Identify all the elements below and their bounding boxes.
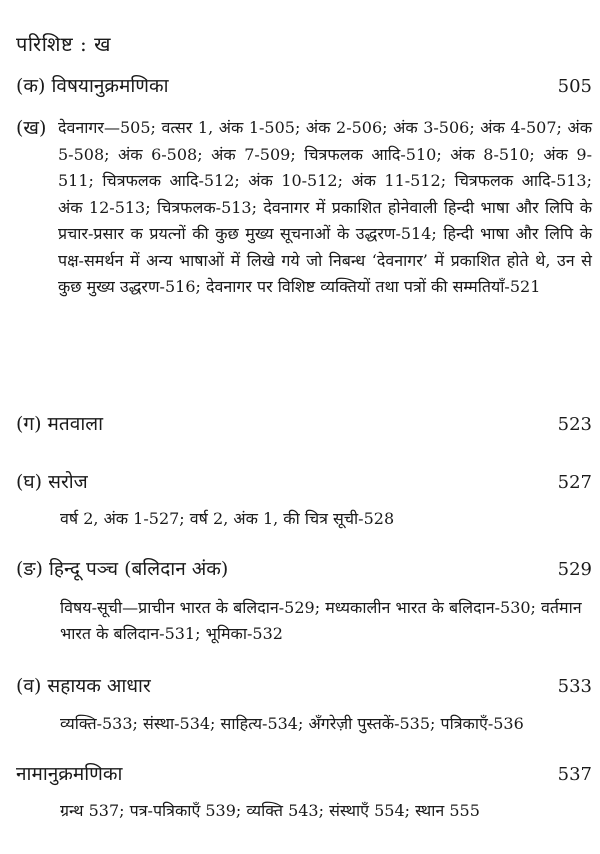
toc-entry-ga: [16, 410, 592, 436]
toc-entry-label: (क) विषयानुक्रमणिका: [16, 75, 169, 97]
toc-page-number: 527: [557, 472, 592, 493]
toc-page-number: 537: [557, 764, 592, 785]
toc-entry-label: (ग) मतवाला: [16, 413, 104, 435]
toc-entry-label: नामानुक्रमणिका: [16, 763, 123, 785]
toc-entry-detail: व्यक्ति-533; संस्था-534; साहित्य-534; अँगरेज़ी पुस्तकें-535; पत्रिकाएँ-536: [60, 714, 524, 733]
toc-entry-name-index: [16, 760, 592, 786]
toc-entry-gha: [16, 468, 592, 494]
toc-page-number: 529: [557, 559, 592, 580]
toc-page-number: 505: [557, 76, 592, 97]
toc-entry-label: (घ) सरोज: [16, 471, 88, 493]
toc-entry-nga: [16, 555, 592, 581]
toc-entry-detail-text: विषय-सूची—प्राचीन भारत के बलिदान-529; मध्यकालीन भारत के बलिदान-530; वर्तमान भारत के बलिदान-531; भूमिका-532: [60, 598, 582, 643]
appendix-heading: परिशिष्ट : ख: [16, 32, 111, 56]
toc-entry-label: (व) सहायक आधार: [16, 675, 151, 697]
toc-entry-ka: [16, 72, 592, 98]
toc-entry-detail: वर्ष 2, अंक 1-527; वर्ष 2, अंक 1, की चित्र सूची-528: [60, 509, 395, 528]
toc-entry-label: (ङ) हिन्दू पञ्च (बलिदान अंक): [16, 558, 229, 580]
toc-page-number: 523: [557, 414, 592, 435]
toc-entry-marker: (ख): [16, 117, 47, 139]
toc-entry-description: देवनागर—505; वत्सर 1, अंक 1-505; अंक 2-506; अंक 3-506; अंक 4-507; अंक 5-508; अंक 6-508; अंक 7-509; चित्रफलक आदि-510; अंक 8-510; अंक 9-511; चित्रफलक आदि-512; अंक 10-512; अंक 11-512; चित्रफलक आदि-513; अंक 12-513; चित्रफलक-513; देवनागर में प्रकाशित होनेवाली हिन्दी भाषा और लिपि के प्रचार-प्रसार क प्रयत्नों की कुछ मुख्य सूचनाओं के उद्धरण-514; हिन्दी भाषा और लिपि के पक्ष-समर्थन में अन्य भाषाओं में लिखे गये जो निबन्ध ‘देवनागर’ में प्रकाशित होते थे, उन से कुछ मुख्य उद्धरण-516; देवनागर पर विशिष्ट व्यक्तियों तथा पत्रों की सम्मतियाँ-521: [58, 118, 592, 296]
toc-entry-kha: [16, 115, 592, 301]
toc-entry-detail: ग्रन्थ 537; पत्र-पत्रिकाएँ 539; व्यक्ति 543; संस्थाएँ 554; स्थान 555: [60, 801, 480, 820]
toc-page-number: 533: [557, 676, 592, 697]
toc-entry-va: [16, 672, 592, 698]
toc-entry-detail: [16, 595, 594, 647]
